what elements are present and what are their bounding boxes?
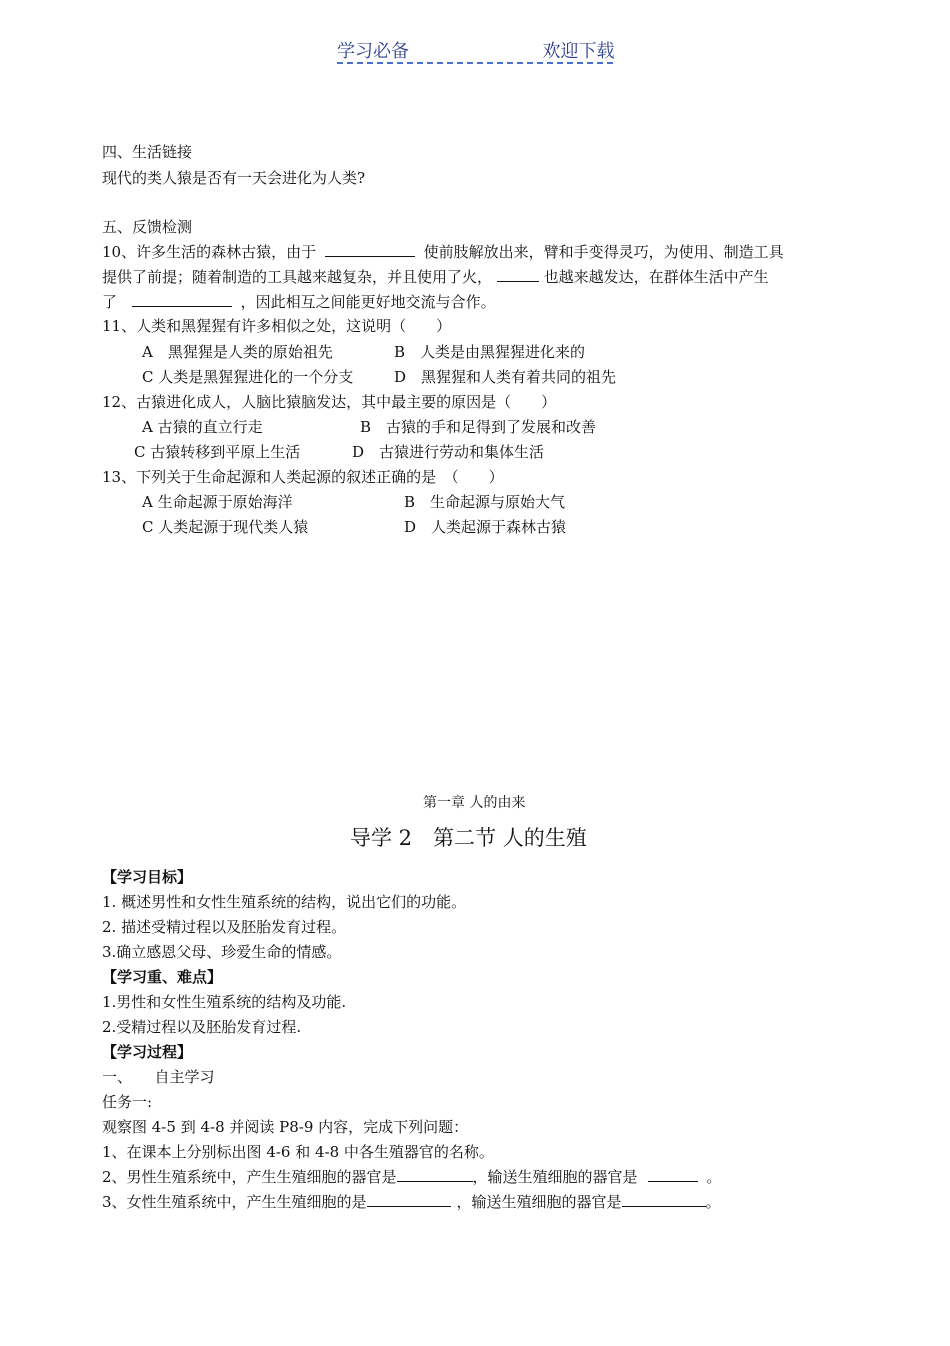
q10-line3 [102,292,496,312]
q10-text-b: 使前肢解放出来，臂和手变得灵巧，为使用、制造工具 [423,243,784,261]
goal-item: 1. 概述男性和女性生殖系统的结构，说出它们的功能。 [102,893,467,911]
section5-heading: 五、反馈检测 [102,218,193,236]
q13-option-c: C 人类起源于现代类人猿 [142,518,309,536]
answer-blank[interactable] [497,267,539,282]
keypoints-heading: 【学习重、难点】 [102,968,223,986]
answer-blank[interactable] [622,1192,706,1207]
q10-line2 [102,267,769,287]
answer-blank[interactable] [132,292,232,307]
q2-text-c: 。 [706,1168,722,1186]
q3-text-c: 。 [705,1193,721,1211]
goal-item: 3.确立感恩父母、珍爱生命的情感。 [102,943,342,961]
header-divider [337,62,613,64]
q11-option-d: D 黑猩猩和人类有着共同的祖先 [394,368,617,386]
q2-text-b: ，输送生殖细胞的器官是 [472,1168,638,1186]
q12-option-b: B 古猿的手和足得到了发展和改善 [360,418,597,436]
q12-options-cd [134,442,544,462]
q13-option-a: A 生命起源于原始海洋 [142,493,293,511]
process-q2 [102,1167,721,1187]
q2-text-a: 2、男性生殖系统中，产生生殖细胞的器官是 [102,1168,397,1186]
answer-blank[interactable] [325,242,415,257]
process-task: 任务一: [102,1093,153,1111]
goals-heading: 【学习目标】 [102,868,193,886]
q11-option-b: B 人类是由黑猩猩进化来的 [394,343,586,361]
lesson-title: 导学 2 第二节 人的生殖 [350,826,587,850]
process-q3 [102,1192,721,1212]
keypoint-item: 1.男性和女性生殖系统的结构及功能. [102,993,347,1011]
answer-blank[interactable] [397,1167,473,1182]
q11-stem: 11、人类和黑猩猩有许多相似之处，这说明（ ） [102,317,452,335]
q12-option-a: A 古猿的直立行走 [142,418,263,436]
keypoint-item: 2.受精过程以及胚胎发育过程. [102,1018,302,1036]
chapter-title: 第一章 人的由来 [423,795,526,811]
process-q1: 1、在课本上分别标出图 4-6 和 4-8 中各生殖器官的名称。 [102,1143,494,1161]
process-step1: 一、 自主学习 [102,1068,215,1086]
q3-text-a: 3、女性生殖系统中，产生生殖细胞的是 [102,1193,367,1211]
q12-option-c: C 古猿转移到平原上生活 [134,443,301,461]
answer-blank[interactable] [367,1192,451,1207]
q3-text-b: ，输送生殖细胞的器官是 [456,1193,622,1211]
q11-option-c: C 人类是黑猩猩进化的一个分支 [142,368,354,386]
q13-option-b: B 生命起源与原始大气 [404,493,566,511]
header-left: 学习必备 [337,41,409,62]
section4-heading: 四、生活链接 [102,143,193,161]
q10-text-a: 10、许多生活的森林古猿，由于 [102,243,317,261]
q12-stem: 12、古猿进化成人，人脑比猿脑发达，其中最主要的原因是（ ） [102,393,557,411]
q13-stem: 13、下列关于生命起源和人类起源的叙述正确的是 （ ） [102,468,504,486]
process-intro: 观察图 4-5 到 4-8 并阅读 P8-9 内容，完成下列问题： [102,1118,469,1136]
q13-option-d: D 人类起源于森林古猿 [404,518,567,536]
q11-options-cd [142,367,616,387]
q12-option-d: D 古猿进行劳动和集体生活 [352,443,545,461]
q10-text-f: ，因此相互之间能更好地交流与合作。 [240,293,496,311]
q12-options-ab [142,417,596,437]
page-header [337,40,614,64]
goal-item: 2. 描述受精过程以及胚胎发育过程。 [102,918,347,936]
process-heading: 【学习过程】 [102,1043,193,1061]
q10-text-c: 提供了前提；随着制造的工具越来越复杂，并且使用了火， [102,268,493,286]
answer-blank[interactable] [648,1167,698,1182]
q10-line1 [102,242,784,262]
q10-text-d: 也越来越发达，在群体生活中产生 [543,268,769,286]
header-right: 欢迎下载 [542,41,615,62]
q10-text-e: 了 [102,293,118,311]
q13-options-cd [142,517,566,537]
q11-option-a: A 黑猩猩是人类的原始祖先 [142,343,333,361]
section4-question: 现代的类人猿是否有一天会进化为人类? [102,169,366,187]
q11-options-ab [142,342,585,362]
q13-options-ab [142,492,565,512]
